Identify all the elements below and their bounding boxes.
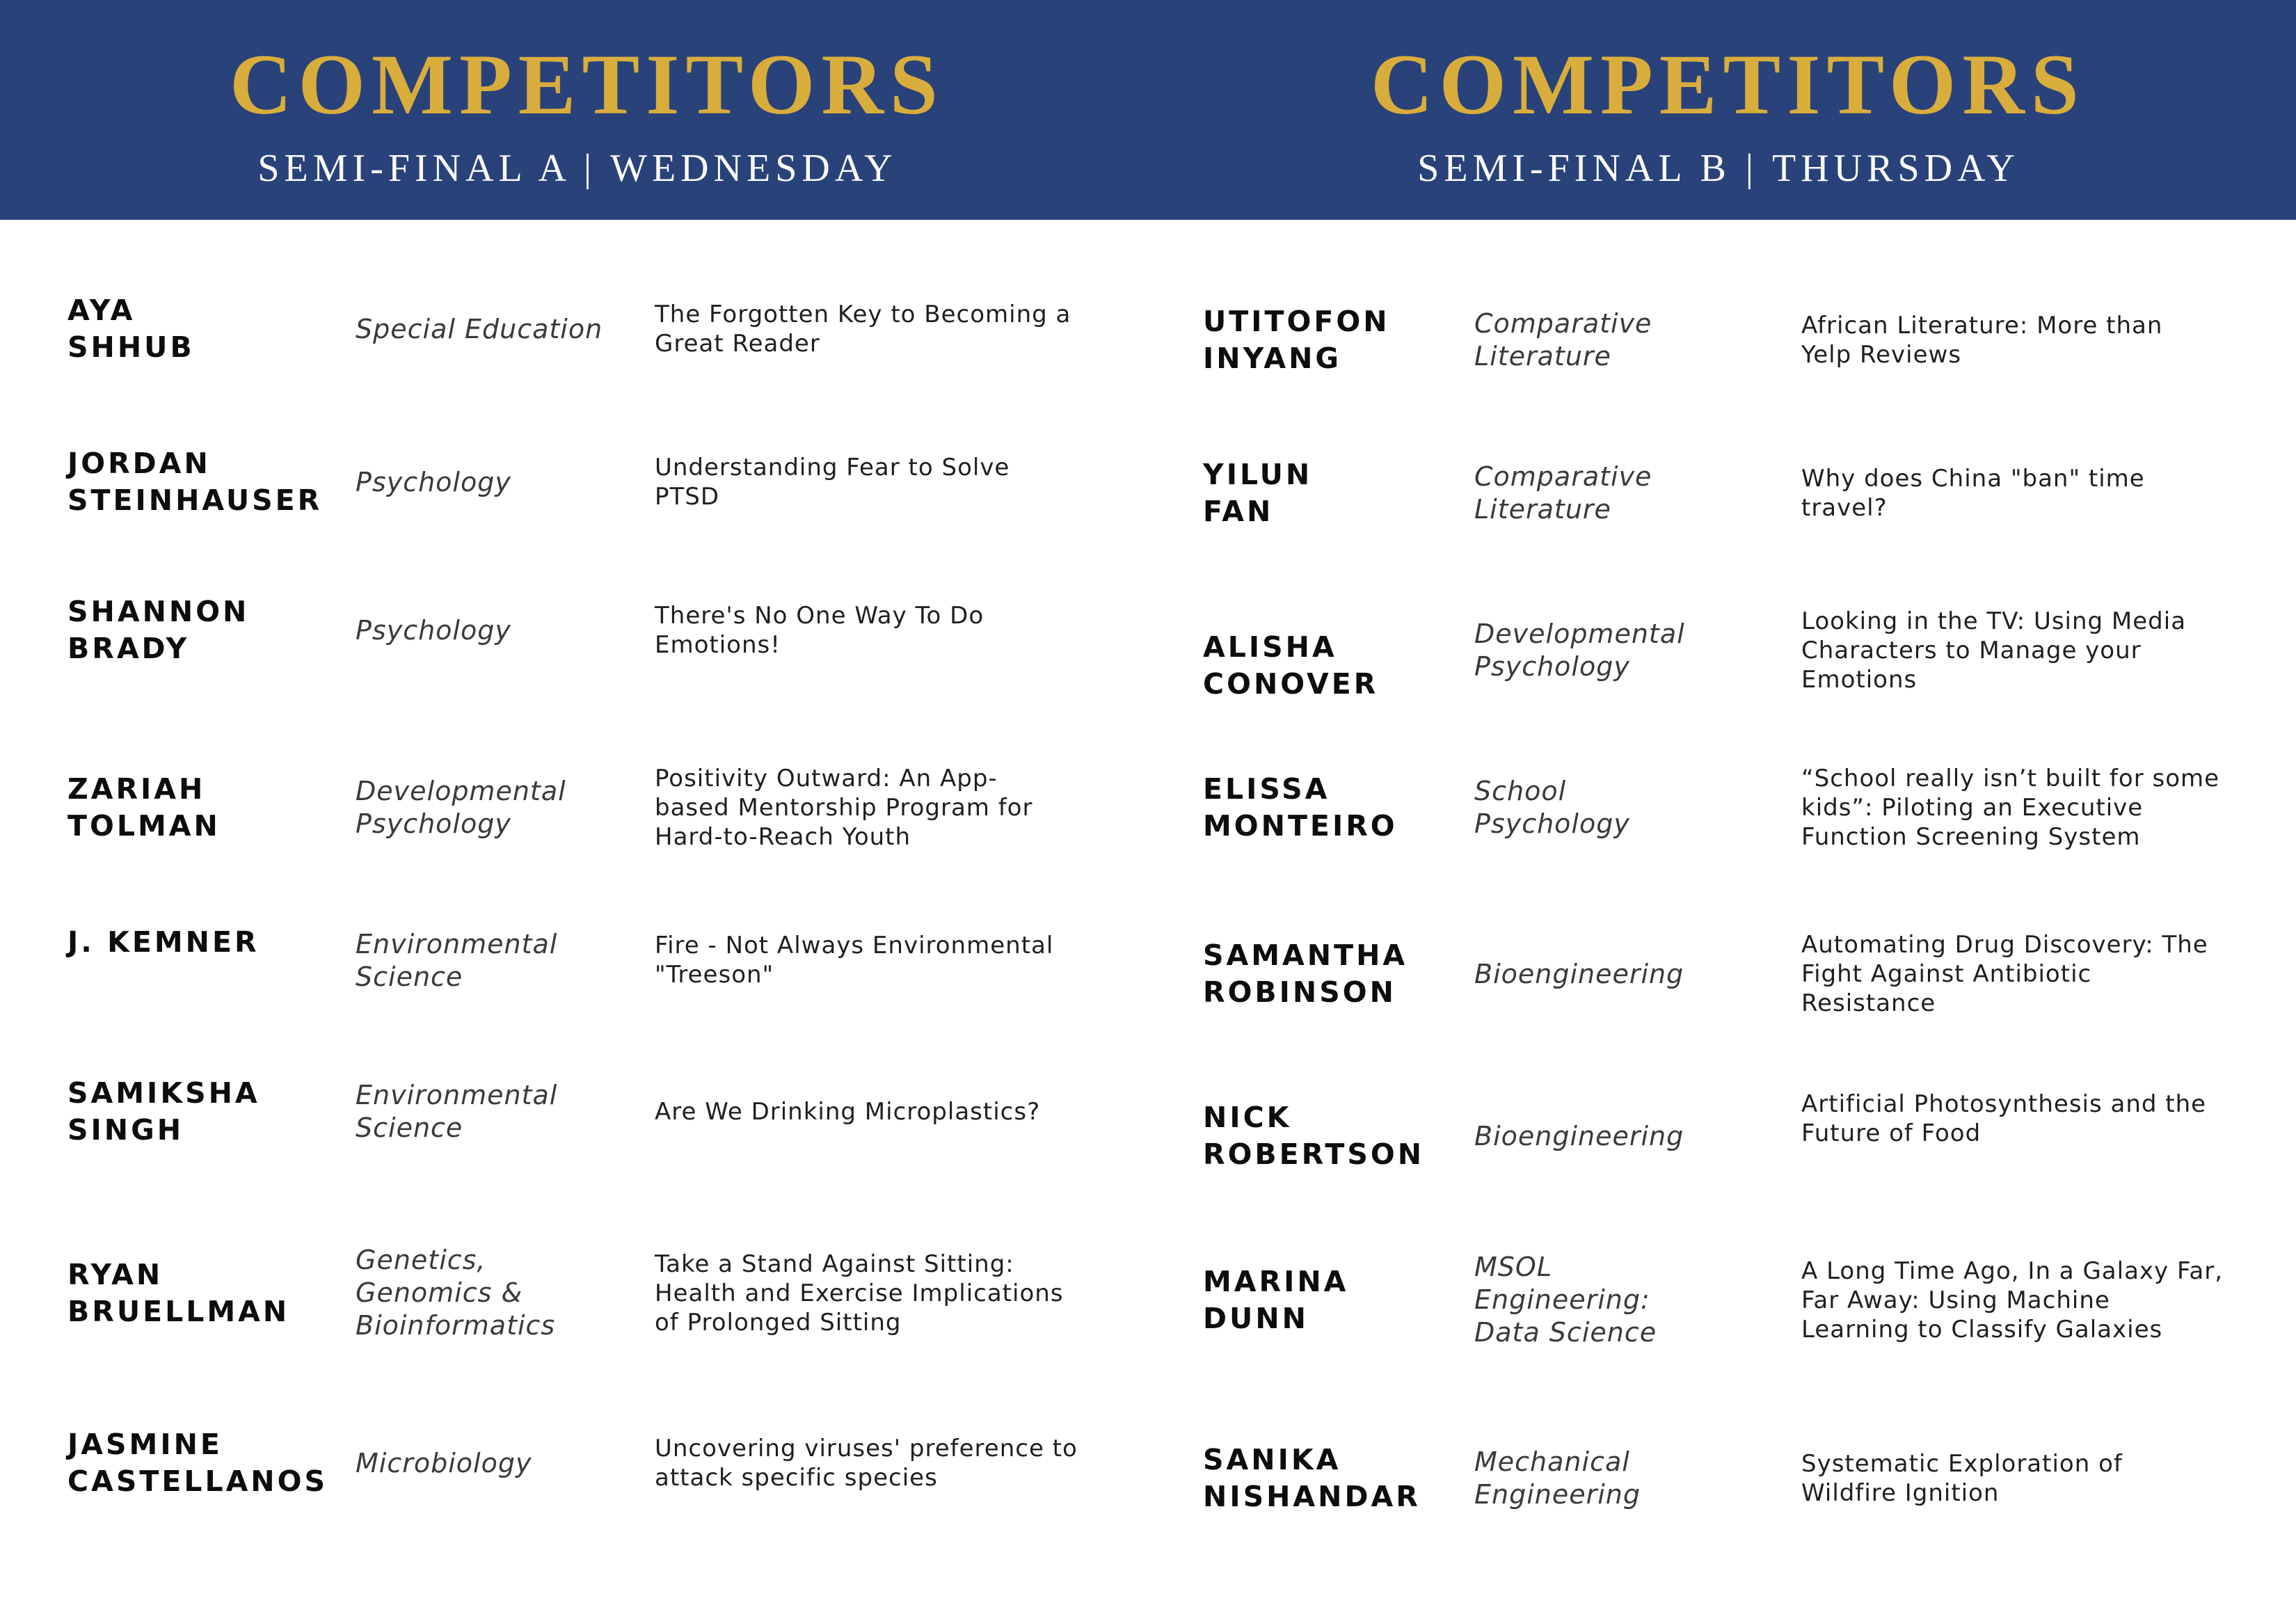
- competitor-first-name: ZARIAH: [67, 772, 206, 806]
- competitor-row: [67, 1426, 1100, 1500]
- competitor-field: MSOL Engineering: Data Science: [1474, 1252, 1657, 1348]
- competitor-last-name: CASTELLANOS: [67, 1465, 328, 1498]
- talk-title: “School really isn’t built for some kids”: Piloting an Executive Function Screening System: [1801, 765, 2220, 851]
- competitor-name: [1203, 1263, 1474, 1337]
- competitor-name: [67, 1426, 356, 1500]
- competitor-name: [1203, 1099, 1474, 1173]
- competitor-last-name: MONTEIRO: [1203, 809, 1398, 843]
- competitor-last-name: FAN: [1203, 495, 1274, 528]
- talk-title: There's No One Way To Do Emotions!: [655, 602, 984, 659]
- talk-title: Looking in the TV: Using Media Characters to Manage your Emotions: [1801, 607, 2187, 694]
- competitor-first-name: J. KEMNER: [67, 925, 260, 959]
- competitor-first-name: JORDAN: [67, 447, 211, 480]
- competitor-row: [1203, 303, 2247, 377]
- competitor-last-name: CONOVER: [1203, 667, 1379, 701]
- competitor-field: Special Education: [356, 313, 603, 344]
- competitor-field: Environmental Science: [356, 929, 558, 992]
- talk-title: The Forgotten Key to Becoming a Great Reader: [655, 301, 1071, 358]
- semifinal-b-title: COMPETITORS: [1371, 37, 2085, 132]
- competitor-first-name: MARINA: [1203, 1264, 1349, 1298]
- competitor-field: Developmental Psychology: [356, 776, 566, 839]
- competitor-name: [1203, 1442, 1474, 1515]
- competitor-field: Mechanical Engineering: [1474, 1446, 1641, 1510]
- competitor-name: [1203, 629, 1474, 703]
- talk-title: Uncovering viruses' preference to attack specific species: [655, 1435, 1078, 1492]
- competitor-field: Psychology: [356, 614, 511, 646]
- competitor-row: [67, 445, 1100, 519]
- competitor-name: [1203, 456, 1474, 530]
- competitor-first-name: NICK: [1203, 1101, 1292, 1134]
- competitor-first-name: ELISSA: [1203, 772, 1330, 806]
- competitor-name: [67, 445, 356, 519]
- talk-title: Take a Stand Against Sitting: Health and Exercise Implications of Prolonged Sitting: [655, 1250, 1064, 1337]
- competitor-row: [1203, 456, 2247, 530]
- competitor-first-name: UTITOFON: [1203, 305, 1390, 338]
- talk-title: A Long Time Ago, In a Galaxy Far, Far Away: Using Machine Learning to Classify Galaxies: [1801, 1257, 2224, 1343]
- competitor-field: Bioengineering: [1474, 958, 1684, 989]
- competitor-last-name: BRUELLMAN: [67, 1294, 290, 1328]
- competitor-first-name: RYAN: [67, 1257, 164, 1291]
- talk-title: Systematic Exploration of Wildfire Ignition: [1801, 1450, 2123, 1507]
- semifinal-b-header: [1371, 37, 2085, 190]
- competitor-name: [67, 593, 356, 667]
- competitor-field: Developmental Psychology: [1474, 619, 1685, 682]
- competitor-first-name: SANIKA: [1203, 1443, 1341, 1476]
- competitor-last-name: ROBERTSON: [1203, 1138, 1425, 1171]
- competitor-row: [67, 924, 1100, 994]
- competitor-field: Environmental Science: [356, 1080, 558, 1143]
- talk-title: Artificial Photosynthesis and the Future of Food: [1801, 1090, 2207, 1147]
- semifinal-b-subtitle: SEMI-FINAL B | THURSDAY: [1417, 147, 2020, 190]
- competitor-field: Microbiology: [356, 1447, 532, 1478]
- talk-title: Fire - Not Always Environmental "Treeson": [655, 932, 1054, 989]
- competitor-name: [1203, 937, 1474, 1011]
- competitor-row: [1203, 1090, 2247, 1173]
- competitor-field: Bioengineering: [1474, 1120, 1684, 1151]
- competitor-row: [67, 1244, 1100, 1342]
- competitor-row: [1203, 930, 2247, 1018]
- competitor-field: Comparative Literature: [1474, 308, 1652, 372]
- competitor-field: Psychology: [356, 466, 511, 497]
- competitor-name: [67, 924, 356, 961]
- competitor-last-name: SHHUB: [67, 330, 195, 364]
- competitor-row: [67, 1075, 1100, 1149]
- competitor-name: [67, 771, 356, 845]
- talk-title: Positivity Outward: An App- based Mentorship Program for Hard-to-Reach Youth: [655, 765, 1033, 851]
- competitor-name: [1203, 303, 1474, 377]
- competitor-last-name: TOLMAN: [67, 809, 221, 843]
- competitor-field: Genetics, Genomics & Bioinformatics: [356, 1245, 556, 1341]
- competitor-name: [67, 292, 356, 366]
- competitor-first-name: YILUN: [1203, 458, 1313, 491]
- competitor-row: [1203, 598, 2247, 703]
- competitor-field: Comparative Literature: [1474, 461, 1652, 525]
- competitor-last-name: INYANG: [1203, 342, 1342, 375]
- competitor-last-name: SINGH: [67, 1113, 184, 1147]
- competitor-row: [1203, 764, 2247, 852]
- competitor-first-name: SHANNON: [67, 595, 250, 628]
- semifinal-a-header: [230, 37, 944, 190]
- competitor-last-name: NISHANDAR: [1203, 1480, 1421, 1513]
- competitor-first-name: AYA: [67, 294, 136, 327]
- semifinal-a-title: COMPETITORS: [230, 37, 944, 132]
- competitor-row: [67, 292, 1100, 366]
- semifinal-a-subtitle: SEMI-FINAL A | WEDNESDAY: [257, 147, 898, 190]
- competitor-name: [1203, 771, 1474, 845]
- talk-title: Understanding Fear to Solve PTSD: [655, 454, 1010, 511]
- competitor-row: [67, 593, 1100, 667]
- competitor-first-name: ALISHA: [1203, 630, 1337, 664]
- competitor-row: [1203, 1251, 2247, 1349]
- competitor-last-name: BRADY: [67, 632, 190, 665]
- talk-title: Are We Drinking Microplastics?: [655, 1098, 1041, 1126]
- competitor-last-name: DUNN: [1203, 1301, 1309, 1335]
- competitor-row: [1203, 1442, 2247, 1515]
- competitor-first-name: SAMIKSHA: [67, 1076, 260, 1110]
- competitor-name: [67, 1257, 356, 1330]
- competitor-row: [67, 764, 1100, 852]
- competitor-first-name: SAMANTHA: [1203, 939, 1408, 972]
- talk-title: Why does China "ban" time travel?: [1801, 465, 2145, 522]
- competitor-last-name: ROBINSON: [1203, 975, 1396, 1009]
- talk-title: African Literature: More than Yelp Reviews: [1801, 312, 2163, 369]
- talk-title: Automating Drug Discovery: The Fight Against Antibiotic Resistance: [1801, 931, 2208, 1017]
- competitor-last-name: STEINHAUSER: [67, 484, 323, 517]
- competitor-field: School Psychology: [1474, 776, 1630, 839]
- competitor-name: [67, 1075, 356, 1149]
- competitor-first-name: JASMINE: [67, 1428, 223, 1461]
